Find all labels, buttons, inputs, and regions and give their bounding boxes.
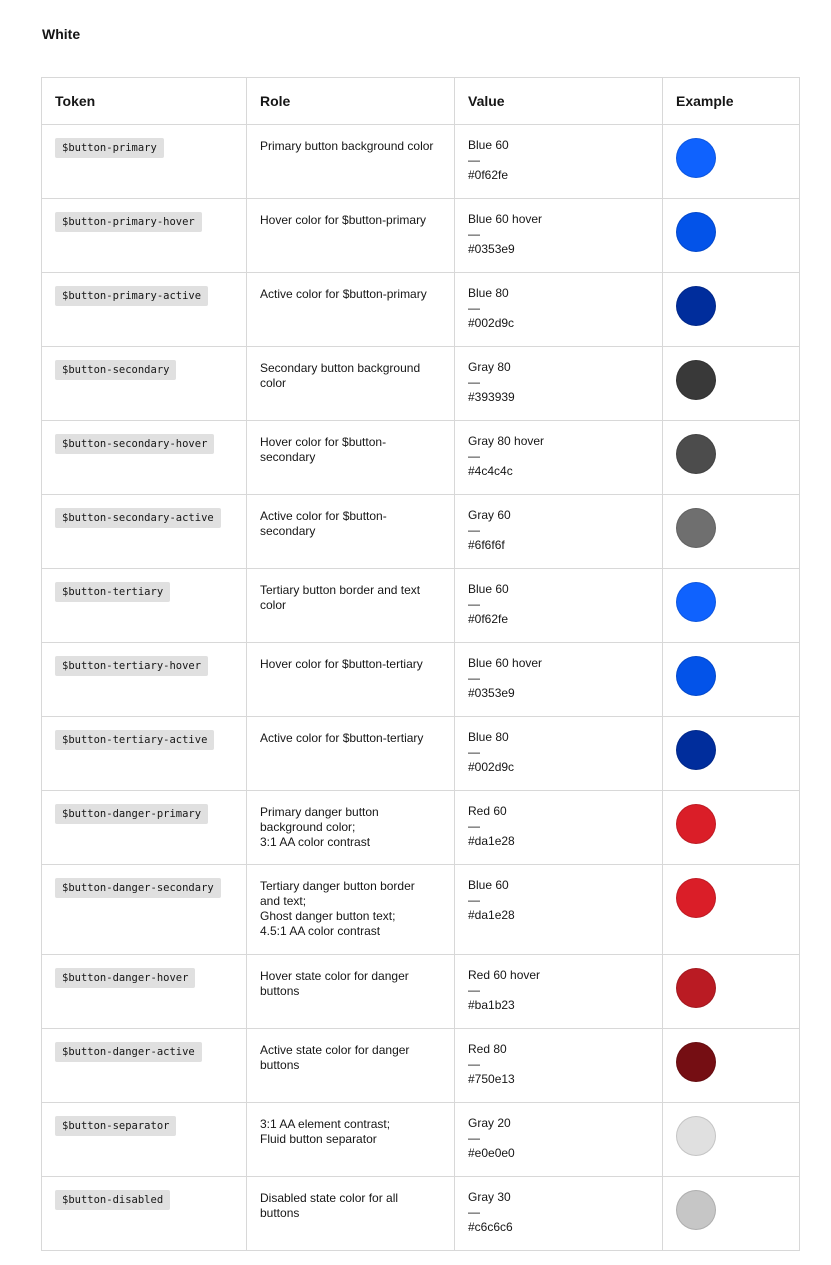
token-cell	[42, 495, 247, 569]
value-dash: —	[468, 893, 480, 907]
header-token: Token	[42, 78, 247, 125]
value-dash: —	[468, 301, 480, 315]
section-heading: White	[42, 26, 81, 42]
token-code: $button-primary-active	[55, 286, 208, 306]
value-hex: #da1e28	[468, 908, 515, 922]
header-role: Role	[247, 78, 455, 125]
value-dash: —	[468, 375, 480, 389]
table-row	[42, 717, 800, 791]
role-cell	[247, 199, 455, 273]
value-name: Blue 60	[468, 878, 509, 892]
role-text: 3:1 AA element contrast; Fluid button separator	[260, 1117, 391, 1146]
example-cell	[663, 1177, 800, 1251]
example-cell	[663, 125, 800, 199]
token-cell	[42, 125, 247, 199]
value-dash: —	[468, 153, 480, 167]
example-cell	[663, 643, 800, 717]
value-dash: —	[468, 671, 480, 685]
value-name: Gray 30	[468, 1190, 511, 1204]
token-code: $button-primary-hover	[55, 212, 202, 232]
value-cell	[455, 717, 663, 791]
table-row	[42, 1177, 800, 1251]
value-cell	[455, 1177, 663, 1251]
value-cell	[455, 569, 663, 643]
value-name: Red 80	[468, 1042, 507, 1056]
value-name: Blue 60	[468, 582, 509, 596]
role-text: Hover color for $button-primary	[260, 213, 427, 227]
value-dash: —	[468, 523, 480, 537]
role-cell	[247, 955, 455, 1029]
example-cell	[663, 495, 800, 569]
value-cell	[455, 955, 663, 1029]
token-code: $button-disabled	[55, 1190, 170, 1210]
role-cell	[247, 495, 455, 569]
value-cell	[455, 643, 663, 717]
token-code: $button-danger-secondary	[55, 878, 221, 898]
value-hex: #0353e9	[468, 242, 515, 256]
value-hex: #0353e9	[468, 686, 515, 700]
value-hex: #393939	[468, 390, 515, 404]
value-name: Gray 20	[468, 1116, 511, 1130]
value-hex: #ba1b23	[468, 998, 515, 1012]
example-cell	[663, 717, 800, 791]
example-cell	[663, 421, 800, 495]
token-code: $button-tertiary-hover	[55, 656, 208, 676]
token-cell	[42, 717, 247, 791]
token-code: $button-primary	[55, 138, 164, 158]
value-cell	[455, 495, 663, 569]
value-hex: #4c4c4c	[468, 464, 513, 478]
role-text: Hover state color for danger buttons	[260, 969, 409, 998]
role-text: Hover color for $button-tertiary	[260, 657, 423, 671]
value-hex: #002d9c	[468, 316, 515, 330]
value-name: Gray 60	[468, 508, 511, 522]
value-cell	[455, 1029, 663, 1103]
header-example: Example	[663, 78, 800, 125]
role-cell	[247, 1177, 455, 1251]
value-hex: #c6c6c6	[468, 1220, 513, 1234]
role-cell	[247, 569, 455, 643]
role-cell	[247, 1029, 455, 1103]
color-swatch	[676, 1190, 716, 1230]
token-cell	[42, 791, 247, 865]
value-name: Blue 60 hover	[468, 212, 543, 226]
example-cell	[663, 569, 800, 643]
value-name: Blue 60	[468, 138, 509, 152]
token-table	[41, 77, 800, 1251]
table-header-row	[42, 78, 800, 125]
token-cell	[42, 569, 247, 643]
table-row	[42, 273, 800, 347]
color-swatch	[676, 138, 716, 178]
value-hex: #750e13	[468, 1072, 515, 1086]
token-cell	[42, 1177, 247, 1251]
role-text: Primary button background color	[260, 139, 434, 153]
color-swatch	[676, 1042, 716, 1082]
role-text: Hover color for $button- secondary	[260, 435, 387, 464]
token-cell	[42, 643, 247, 717]
table-row	[42, 1029, 800, 1103]
table-row	[42, 421, 800, 495]
role-text: Tertiary danger button border and text; Ghost danger button text; 4.5:1 AA color contrast	[260, 879, 415, 938]
value-name: Blue 60 hover	[468, 656, 543, 670]
token-code: $button-tertiary	[55, 582, 170, 602]
color-swatch	[676, 804, 716, 844]
value-hex: #0f62fe	[468, 168, 509, 182]
value-cell	[455, 199, 663, 273]
table-row	[42, 125, 800, 199]
table-row	[42, 569, 800, 643]
role-cell	[247, 643, 455, 717]
header-value: Value	[455, 78, 663, 125]
value-dash: —	[468, 227, 480, 241]
value-dash: —	[468, 1131, 480, 1145]
value-cell	[455, 347, 663, 421]
value-dash: —	[468, 1205, 480, 1219]
token-cell	[42, 347, 247, 421]
token-cell	[42, 1103, 247, 1177]
role-cell	[247, 1103, 455, 1177]
value-dash: —	[468, 597, 480, 611]
table-row	[42, 495, 800, 569]
value-hex: #6f6f6f	[468, 538, 505, 552]
role-text: Active color for $button-tertiary	[260, 731, 424, 745]
value-hex: #002d9c	[468, 760, 515, 774]
value-cell	[455, 1103, 663, 1177]
token-cell	[42, 273, 247, 347]
value-dash: —	[468, 449, 480, 463]
value-name: Blue 80	[468, 730, 509, 744]
token-cell	[42, 199, 247, 273]
role-cell	[247, 347, 455, 421]
value-dash: —	[468, 1057, 480, 1071]
role-text: Active state color for danger buttons	[260, 1043, 410, 1072]
color-swatch	[676, 968, 716, 1008]
color-swatch	[676, 508, 716, 548]
table-row	[42, 643, 800, 717]
value-hex: #da1e28	[468, 834, 515, 848]
table-row	[42, 791, 800, 865]
role-cell	[247, 125, 455, 199]
color-swatch	[676, 360, 716, 400]
table-row	[42, 199, 800, 273]
color-swatch	[676, 434, 716, 474]
example-cell	[663, 1029, 800, 1103]
example-cell	[663, 791, 800, 865]
example-cell	[663, 273, 800, 347]
table-row	[42, 1103, 800, 1177]
value-name: Red 60 hover	[468, 968, 541, 982]
value-cell	[455, 865, 663, 955]
value-hex: #0f62fe	[468, 612, 509, 626]
role-text: Active color for $button- secondary	[260, 509, 387, 538]
role-text: Active color for $button-primary	[260, 287, 427, 301]
token-code: $button-danger-active	[55, 1042, 202, 1062]
example-cell	[663, 1103, 800, 1177]
role-cell	[247, 273, 455, 347]
color-swatch	[676, 212, 716, 252]
value-dash: —	[468, 819, 480, 833]
color-swatch	[676, 582, 716, 622]
value-cell	[455, 791, 663, 865]
example-cell	[663, 865, 800, 955]
role-text: Disabled state color for all buttons	[260, 1191, 399, 1220]
value-name: Gray 80 hover	[468, 434, 545, 448]
value-name: Gray 80	[468, 360, 511, 374]
value-name: Red 60	[468, 804, 507, 818]
color-swatch	[676, 1116, 716, 1156]
example-cell	[663, 347, 800, 421]
role-cell	[247, 421, 455, 495]
role-text: Tertiary button border and text color	[260, 583, 421, 612]
token-code: $button-danger-hover	[55, 968, 195, 988]
role-cell	[247, 865, 455, 955]
value-dash: —	[468, 745, 480, 759]
color-swatch	[676, 656, 716, 696]
role-cell	[247, 717, 455, 791]
token-cell	[42, 421, 247, 495]
example-cell	[663, 955, 800, 1029]
color-swatch	[676, 730, 716, 770]
table-row	[42, 955, 800, 1029]
token-cell	[42, 1029, 247, 1103]
token-code: $button-tertiary-active	[55, 730, 214, 750]
value-cell	[455, 421, 663, 495]
token-code: $button-secondary	[55, 360, 176, 380]
value-dash: —	[468, 983, 480, 997]
color-swatch	[676, 878, 716, 918]
token-cell	[42, 955, 247, 1029]
value-cell	[455, 125, 663, 199]
role-text: Secondary button background color	[260, 361, 421, 390]
token-code: $button-separator	[55, 1116, 176, 1136]
value-name: Blue 80	[468, 286, 509, 300]
role-text: Primary danger button background color; 3:1 AA color contrast	[260, 805, 379, 849]
token-cell	[42, 865, 247, 955]
table-row	[42, 347, 800, 421]
token-code: $button-danger-primary	[55, 804, 208, 824]
token-code: $button-secondary-active	[55, 508, 221, 528]
example-cell	[663, 199, 800, 273]
value-hex: #e0e0e0	[468, 1146, 515, 1160]
value-cell	[455, 273, 663, 347]
token-code: $button-secondary-hover	[55, 434, 214, 454]
table-row	[42, 865, 800, 955]
role-cell	[247, 791, 455, 865]
color-swatch	[676, 286, 716, 326]
